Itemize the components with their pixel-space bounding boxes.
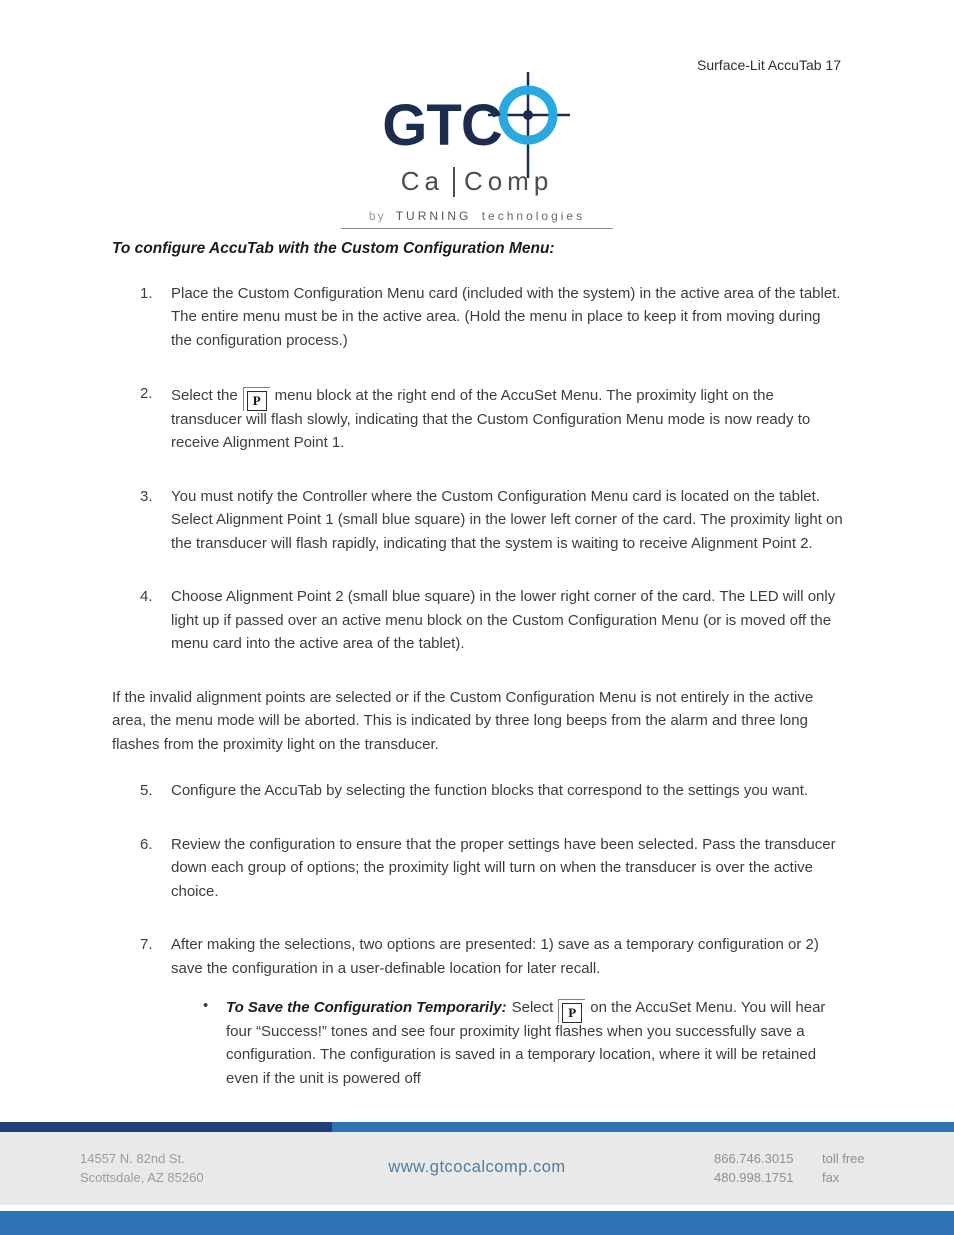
tagline-turning: TURNING: [395, 209, 472, 223]
footer-tollfree-number: 866.746.3015: [714, 1151, 794, 1166]
step-3-text: You must notify the Controller where the Custom Configuration Menu card is located on the tablet. Select Alignment Point 1 (small blue square) in the lower left corner of the card. The proximity light on the transducer will flash rapidly, indicating that the system is waiting to receive Alignment Point 2.: [171, 487, 843, 552]
logo-divider-line: [453, 167, 455, 197]
p-menu-block-icon: [558, 999, 585, 1023]
step-2-text-before: Select the: [171, 387, 238, 404]
abort-note-paragraph: If the invalid alignment points are selected or if the Custom Configuration Menu is not entirely in the active area, the menu mode will be aborted. This is indicated by three long beeps from the alarm and three long flashes from the proximity light on the transducer.: [112, 688, 814, 753]
step-2: [140, 382, 845, 455]
footer-tollfree-label: toll free: [822, 1151, 865, 1166]
footer-phone-row-2: [714, 1168, 874, 1187]
bullet-text-after: on the AccuSet Menu. You will hear four “Success!” tones and see four proximity light flashes when you successfully save a configuration. The configuration is saved in a temporary location, where it will be retained even if the unit is powered off: [226, 999, 826, 1087]
step-4: [140, 585, 845, 656]
logo-calcomp-right: Comp: [463, 166, 554, 196]
save-temporarily-text: [226, 994, 845, 1090]
p-menu-block-letter: P: [562, 1003, 582, 1023]
bullet-marker: •: [203, 997, 209, 1014]
gtco-calcomp-logo: [307, 0, 647, 229]
footer-address-line2: Scottsdale, AZ 85260: [80, 1170, 204, 1185]
logo-calcomp-left: Ca: [400, 166, 444, 196]
step-5-number: 5.: [140, 782, 153, 799]
save-temporarily-lead: To Save the Configuration Temporarily:: [226, 999, 507, 1016]
step-5-text: Configure the AccuTab by selecting the function blocks that correspond to the settings you want.: [171, 782, 809, 799]
logo-underline-rule: [341, 228, 613, 229]
step-4-text: Choose Alignment Point 2 (small blue square) in the lower right corner of the card. The LED will only light up if passed over an active menu block on the Custom Configuration Menu (or is moved off the menu card into the active area of the tablet).: [171, 588, 836, 652]
step-4-number: 4.: [140, 588, 153, 605]
step-6-text: Review the configuration to ensure that the proper settings have been selected. Pass the transducer down each group of options; the proximity light will turn on when the transducer is over the active choice.: [171, 835, 836, 900]
footer-address-line1: 14557 N. 82nd St.: [80, 1151, 185, 1166]
step-7-number: 7.: [140, 936, 153, 953]
logo-gtco-text: GTC: [382, 92, 502, 158]
step-5: [140, 779, 845, 803]
footer-phone-row-1: [714, 1149, 874, 1168]
document-content: [112, 237, 845, 1090]
footer-fax-label: fax: [822, 1170, 840, 1185]
p-menu-block-icon: [243, 387, 270, 411]
step-6-number: 6.: [140, 835, 153, 853]
step-1-text: Place the Custom Configuration Menu card (included with the system) in the active area of the tablet. The entire menu must be in the active area. (Hold the menu in place to keep it from moving during the configuration process.): [171, 284, 841, 349]
section-heading: To configure AccuTab with the Custom Configuration Menu:: [112, 240, 555, 257]
footer-website-link[interactable]: www.gtcocalcomp.com: [388, 1158, 566, 1176]
footer-bottom-strip: [0, 1211, 954, 1235]
footer: [0, 1132, 954, 1205]
logo-tagline: [307, 209, 647, 223]
step-2-text: [171, 382, 845, 455]
step-7-text: After making the selections, two options are presented: 1) save as a temporary configuration or 2) save the configuration in a user-definable location for later recall.: [171, 936, 819, 977]
logo-calcomp-row: [307, 166, 647, 197]
footer-phone-block: [714, 1149, 874, 1187]
footer-accent-bar-dark-segment: [0, 1122, 332, 1132]
logo-wordmark-row: [307, 72, 647, 178]
page-header-label: Surface-Lit AccuTab 17: [697, 57, 841, 73]
step-1-number: 1.: [140, 284, 153, 302]
step-1: [140, 282, 845, 353]
step-6: [140, 833, 845, 904]
tagline-by: by: [368, 209, 386, 223]
step-2-number: 2.: [140, 385, 153, 402]
step-3-number: 3.: [140, 487, 153, 505]
step-7: [140, 933, 845, 980]
p-menu-block-letter: P: [247, 391, 267, 411]
footer-accent-bar: [0, 1122, 954, 1132]
bullet-text-before: Select: [511, 999, 554, 1016]
step-3: [140, 485, 845, 556]
save-temporarily-bullet: [203, 994, 845, 1090]
tagline-technologies: technologies: [481, 209, 586, 223]
step-2-text-after: menu block at the right end of the AccuSet Menu. The proximity light on the transducer will flash slowly, indicating that the Custom Configuration Menu mode is now ready to receive Alignment Point 1.: [171, 387, 811, 451]
footer-address: [80, 1149, 204, 1187]
footer-fax-number: 480.998.1751: [714, 1170, 794, 1185]
